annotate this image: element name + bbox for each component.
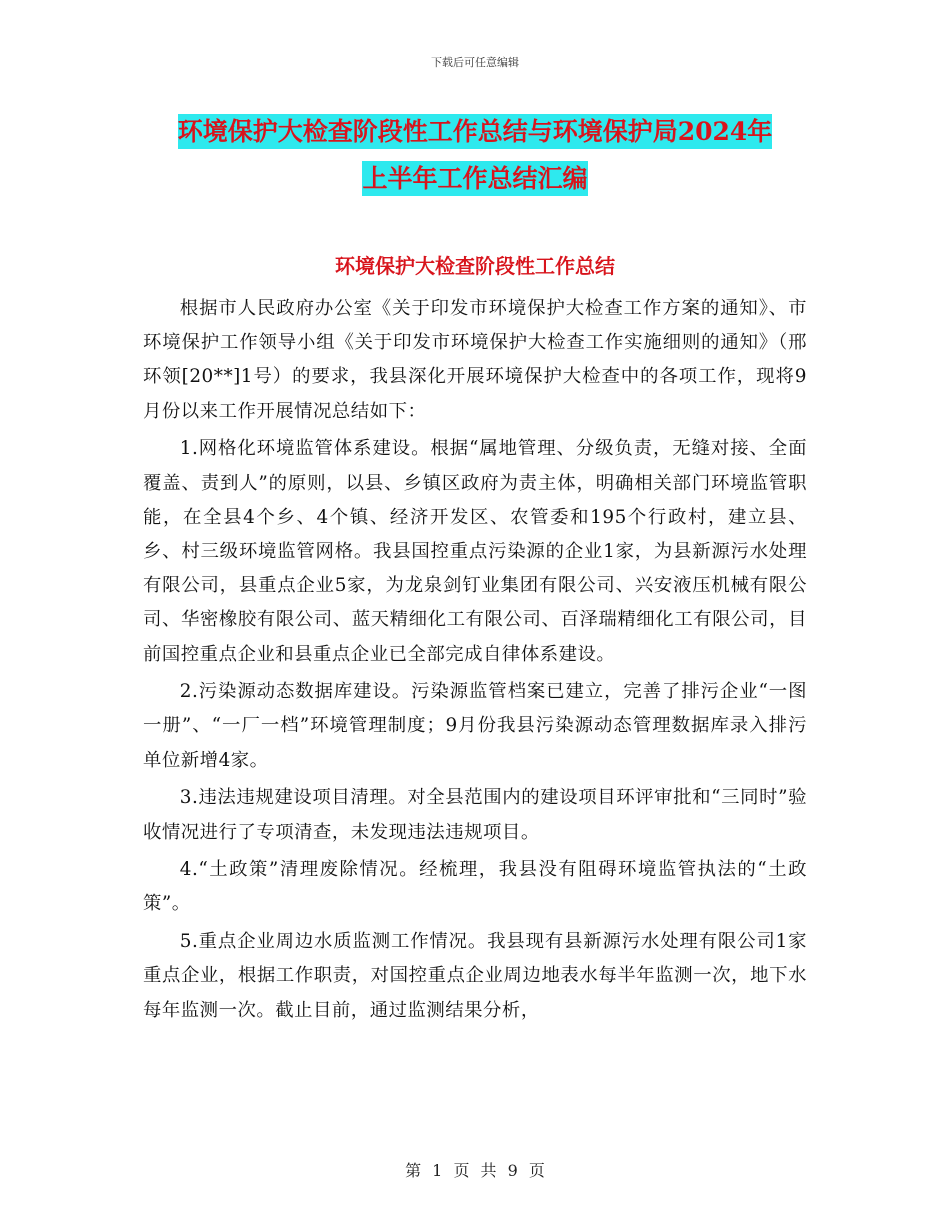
paragraph-item-1: 1.网格化环境监管体系建设。根据“属地管理、分级负责，无缝对接、全面覆盖、责到人”的原则，以县、乡镇区政府为责主体，明确相关部门环境监管职能，在全县4个乡、4个镇、经济开发区、农管委和195个行政村，建立县、乡、村三级环境监管网格。我县国控重点污染源的企业1家，为县新源污水处理有限公司，县重点企业5家，为龙泉剑钉业集团有限公司、兴安液压机械有限公司、华密橡胶有限公司、蓝天精细化工有限公司、百泽瑞精细化工有限公司，目前国控重点企业和县重点企业已全部完成自律体系建设。 <box>143 438 807 665</box>
paragraph-item-4: 4.“土政策”清理废除情况。经梳理，我县没有阻碍环境监管执法的“土政策”。 <box>143 859 807 915</box>
paragraph-item-3: 3.违法违规建设项目清理。对全县范围内的建设项目环评审批和“三同时”验收情况进行了专项清查，未发现违法违规项目。 <box>143 787 807 843</box>
section-title: 环境保护大检查阶段性工作总结 <box>335 254 615 278</box>
document-title <box>100 108 850 202</box>
paragraph-item-5: 5.重点企业周边水质监测工作情况。我县现有县新源污水处理有限公司1家重点企业，根据工作职责，对国控重点企业周边地表水每半年监测一次，地下水每年监测一次。截止目前，通过监测结果分析， <box>143 931 807 1021</box>
paragraph-item-2: 2.污染源动态数据库建设。污染源监管档案已建立，完善了排污企业“一图一册”、“一厂一档”环境管理制度；9月份我县污染源动态管理数据库录入排污单位新增4家。 <box>143 681 807 771</box>
document-title-line1: 环境保护大检查阶段性工作总结与环境保护局2024年 <box>178 114 773 149</box>
body-text <box>143 292 807 1031</box>
paragraph-intro: 根据市人民政府办公室《关于印发市环境保护大检查工作方案的通知》、市环境保护工作领导小组《关于印发市环境保护大检查工作实施细则的通知》（邢环领[20**]1号）的要求，我县深化开展环境保护大检查中的各项工作，现将9月份以来工作开展情况总结如下： <box>143 298 807 422</box>
document-title-line2: 上半年工作总结汇编 <box>362 161 587 196</box>
page-footer: 第 1 页 共 9 页 <box>405 1161 545 1180</box>
header-note: 下载后可任意编辑 <box>431 56 519 69</box>
